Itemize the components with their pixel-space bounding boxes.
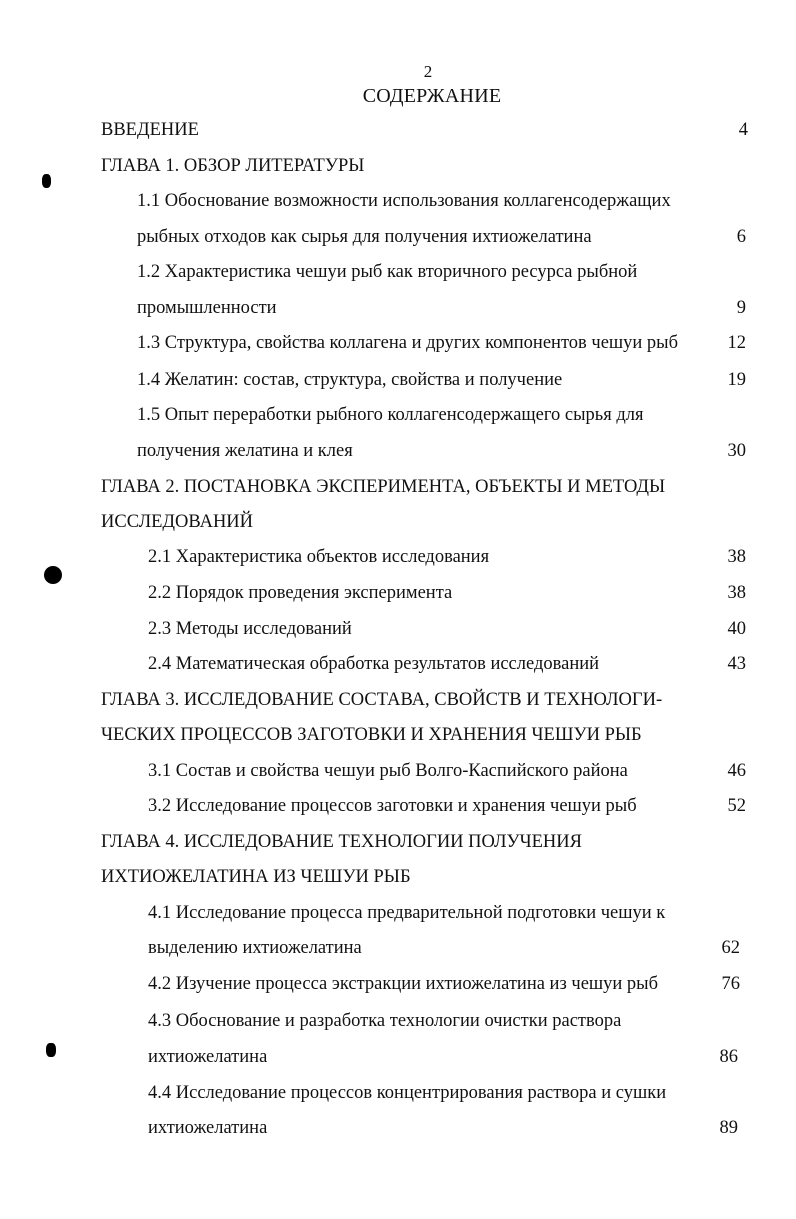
toc-entry-4-1: 4.1 Исследование процесса предварительной подготовки чешуи к	[148, 903, 666, 923]
toc-page-2-2: 38	[727, 583, 746, 603]
toc-page-1-3: 12	[727, 333, 746, 353]
toc-entry-1-3: 1.3 Структура, свойства коллагена и других компонентов чешуи рыб	[137, 333, 679, 353]
toc-entry-1-1: 1.1 Обоснование возможности использования коллагенсодержащих	[137, 191, 671, 211]
page-title: СОДЕРЖАНИЕ	[362, 85, 502, 107]
toc-entry-1-2-cont: промышленности	[137, 298, 277, 318]
toc-page-1-2: 9	[736, 298, 746, 318]
toc-entry-4-3: 4.3 Обоснование и разработка технологии очистки раствора	[148, 1011, 622, 1031]
toc-page-3-2: 52	[727, 796, 746, 816]
toc-entry-3-2: 3.2 Исследование процессов заготовки и хранения чешуи рыб	[148, 796, 637, 816]
chapter-2-title: ГЛАВА 2. ПОСТАНОВКА ЭКСПЕРИМЕНТА, ОБЪЕКТЫ И МЕТОДЫ	[101, 477, 666, 497]
chapter-4-title: ГЛАВА 4. ИССЛЕДОВАНИЕ ТЕХНОЛОГИИ ПОЛУЧЕНИЯ	[101, 832, 582, 852]
toc-page-2-1: 38	[727, 547, 746, 567]
toc-entry-1-4: 1.4 Желатин: состав, структура, свойства и получение	[137, 370, 563, 390]
toc-entry-1-2: 1.2 Характеристика чешуи рыб как вторичного ресурса рыбной	[137, 262, 638, 282]
page-number: 2	[423, 62, 433, 81]
toc-entry-2-2: 2.2 Порядок проведения эксперимента	[148, 583, 453, 603]
binding-hole-mark	[44, 566, 62, 584]
toc-entry-intro: ВВЕДЕНИЕ	[101, 120, 199, 140]
toc-entry-2-4: 2.4 Математическая обработка результатов исследований	[148, 654, 600, 674]
toc-entry-4-2: 4.2 Изучение процесса экстракции ихтиожелатина из чешуи рыб	[148, 974, 659, 994]
toc-page-1-5: 30	[727, 441, 746, 461]
toc-entry-4-4-cont: ихтиожелатина	[148, 1118, 268, 1138]
chapter-2-title-cont: ИССЛЕДОВАНИЙ	[101, 512, 254, 532]
toc-entry-2-1: 2.1 Характеристика объектов исследования	[148, 547, 490, 567]
chapter-3-title-cont: ЧЕСКИХ ПРОЦЕССОВ ЗАГОТОВКИ И ХРАНЕНИЯ ЧЕШУИ РЫБ	[101, 725, 642, 745]
binding-hole-mark	[42, 174, 51, 188]
chapter-4-title-cont: ИХТИОЖЕЛАТИНА ИЗ ЧЕШУИ РЫБ	[101, 867, 411, 887]
toc-page-4-1: 62	[721, 938, 740, 958]
binding-hole-mark	[46, 1043, 56, 1057]
toc-page-4-2: 76	[721, 974, 740, 994]
toc-entry-1-5: 1.5 Опыт переработки рыбного коллагенсодержащего сырья для	[137, 405, 644, 425]
toc-page-2-3: 40	[727, 619, 746, 639]
toc-entry-1-1-cont: рыбных отходов как сырья для получения ихтиожелатина	[137, 227, 592, 247]
toc-page-3-1: 46	[727, 761, 746, 781]
toc-entry-4-1-cont: выделению ихтиожелатина	[148, 938, 362, 958]
chapter-1-title: ГЛАВА 1. ОБЗОР ЛИТЕРАТУРЫ	[101, 156, 365, 176]
toc-page-4-4: 89	[719, 1118, 738, 1138]
toc-entry-4-4: 4.4 Исследование процессов концентрирования раствора и сушки	[148, 1083, 667, 1103]
toc-page-4-3: 86	[719, 1047, 738, 1067]
toc-page-1-4: 19	[727, 370, 746, 390]
toc-entry-2-3: 2.3 Методы исследований	[148, 619, 352, 639]
toc-entry-4-3-cont: ихтиожелатина	[148, 1047, 268, 1067]
toc-entry-3-1: 3.1 Состав и свойства чешуи рыб Волго-Каспийского района	[148, 761, 628, 781]
toc-page-intro: 4	[738, 120, 748, 140]
toc-entry-1-5-cont: получения желатина и клея	[137, 441, 353, 461]
toc-page-2-4: 43	[727, 654, 746, 674]
chapter-3-title: ГЛАВА 3. ИССЛЕДОВАНИЕ СОСТАВА, СВОЙСТВ И ТЕХНОЛОГИ-	[101, 690, 663, 710]
toc-page-1-1: 6	[736, 227, 746, 247]
